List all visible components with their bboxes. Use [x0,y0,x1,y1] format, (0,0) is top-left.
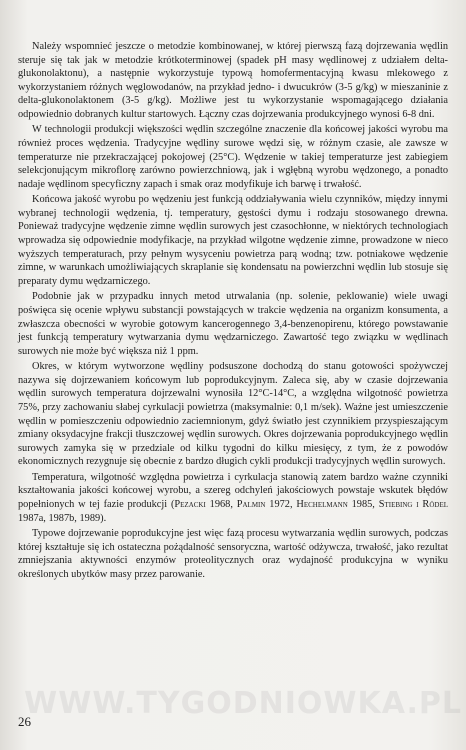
watermark: WWW.TYGODNIOWKA.PL [24,686,462,721]
citation-author: Palmin [236,498,266,510]
body-text [18,40,448,584]
paragraph-combined-method: Należy wspomnieć jeszcze o metodzie kombinowanej, w której pierwszą fazą dojrzewania wędlin steruje się tak jak w metodzie krótkoterminowej (spadek pH masy wędlinowej z udziałem delta-glukonolaktonu), a następnie wykorzystuje typową homofermentacyjną kwasu mlekowego z wykorzystaniem różnych węglowodanów, na przykład jedno- i dwucukrów (3-5 g/kg) w mieszaninie z delta-glukonolaktonem (3-5 g/kg). Możliwe jest tu wykorzystanie wspomagającego działania odpowiednio dobranych kultur startowych. Łączny czas dojrzewania produkcyjnego wynosi 6-8 dni. [18,41,448,120]
citation-author: Pezacki [174,498,206,510]
paragraph-smoking-technology: W technologii produkcji większości wędlin szczególne znaczenie dla końcowej jakości wyrobu ma również proces wędzenia. Tradycyjne wędliny surowe wędzi się, w różnym czasie, ale zawsze w temperaturze nie przekraczającej pokojowej (25°C). Wędzenie w takiej temperaturze jest zabiegiem selekcjonującym mikroflorę zarówno powierzchniową, jak i wgłębną wyrobu wędzonego, a ponadto nadaje wędlinom specyficzny zapach i smak oraz modyfikuje ich barwę i trwałość. [18,124,448,190]
citation-author: Stiebing i Rödel [378,498,448,510]
citation-author: Hechelmann [296,498,348,510]
citation-year: 1987a, 1987b, 1989). [18,512,107,524]
paragraph-smoking-quality: Końcowa jakość wyrobu po wędzeniu jest funkcją oddziaływania wielu czynników, między innymi wybranej technologii wędzenia, tj. temperatury, gęstości dymu i rodzaju stosowanego drewna. Ponieważ tradycyjne wędzenie zimne wędlin surowych jest czasochłonne, w niektórych technologiach wprowadza się odpowiednie modyfikacje, na przykład wilgotne wędzenie zimne, prowadzone w nieco wyższych temperaturach, przy pełnym wysyceniu powietrza parą wodną; tzw. potniakowe wędzenie zimne, w warunkach umożliwiających skraplanie się kondensatu na powierzchni wędlin lub stosuje się preparaty dymu wędzarniczego. [18,194,448,287]
page-number: 26 [18,714,31,729]
citation-year: 1985, [347,498,379,510]
citation-year: 1968, [205,498,237,510]
paragraph-benzopyrene: Podobnie jak w przypadku innych metod utrwalania (np. solenie, peklowanie) wiele uwagi poświęca się ocenie wpływu substancji powstających w trakcie wędzenia na organizm konsumenta, a zwłaszcza obecności w wyrobie gotowym kancerogennego 3,4-benzenopirenu, którego powstawanie jest funkcją temperatury wytwarzania dymu wędzarniczego. Zawartość tego związku w wędlinach surowych nie może być większa niż 1 ppm. [18,291,448,357]
paragraph-quality-factors [18,471,448,525]
paragraph-typical-ripening: Typowe dojrzewanie poprodukcyjne jest więc fazą procesu wytwarzania wędlin surowych, podczas której kształtuje się ich ostateczna pożądalność sensoryczna, wartość odżywcza, trwałość, jako rezultat zmniejszania aktywności enzymów proteolitycznych oraz wydajność produkcyjna w wyniku określonych ubytków masy przez parowanie. [18,528,448,580]
paragraph-final-ripening: Okres, w którym wytworzone wędliny podsuszone dochodzą do stanu gotowości spożywczej nazywa się dojrzewaniem końcowym lub poprodukcyjnym. Zaleca się, aby w czasie dojrzewania wędlin surowych temperatura dojrzewalni wynosiła 12°C-14°C, a względna wilgotność powietrza 75%, przy zachowaniu słabej cyrkulacji powietrza (maksymalnie: 0,1 m/sek). Ważne jest umieszczenie wędlin w pomieszczeniu odpowiednio zaciemnionym, gdyż światło jest czynnikiem przyspieszającym zmiany oksydacyjne frakcji tłuszczowej wędlin surowych. Okres dojrzewania poprodukcyjnego wędlin surowych zamyka się w przedziale od kilku tygodni do kilku miesięcy, z tym, że z powodów ekonomicznych rezygnuje się obecnie z bardzo długich cykli produkcji tradycyjnych wędlin surowych. [18,361,448,468]
citation-year: 1972, [265,498,297,510]
paragraph-quality-factors-text: Temperatura, wilgotność względna powietrza i cyrkulacja stanowią zatem bardzo ważne czynniki kształtowania jakości końcowej wyrobu, a szereg odchyleń jakościowych powstaje wskutek błędów popełnionych w tej fazie produkcji ( [18,471,448,510]
